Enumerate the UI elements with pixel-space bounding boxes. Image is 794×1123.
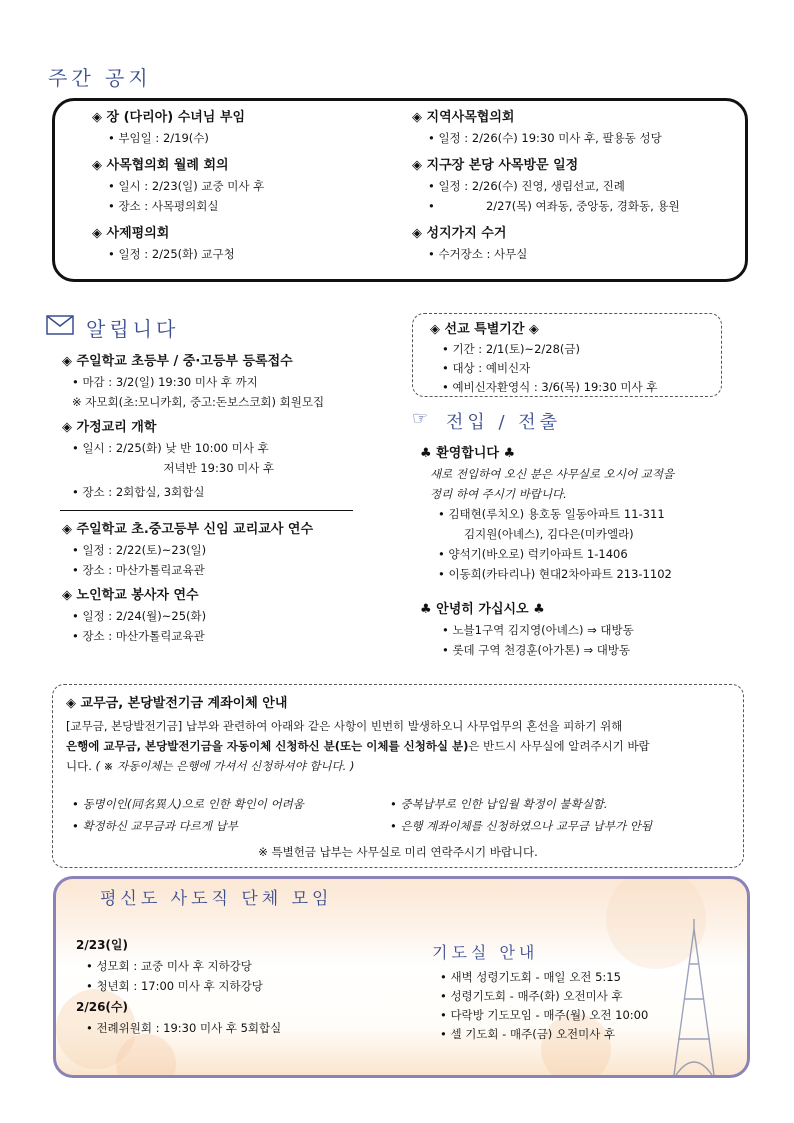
list-item: • 일정 : 2/26(수) 진영, 생림선교, 진례: [428, 179, 625, 193]
list-item: • 장소 : 2회합실, 3회합실: [72, 485, 205, 499]
list-item: • 청년회 : 17:00 미사 후 지하강당: [86, 979, 263, 993]
section-heading: ◈ 노인학교 봉사자 연수: [62, 588, 199, 603]
list-item: • 일정 : 2/26(수) 19:30 미사 후, 팔용동 성당: [428, 131, 662, 145]
auto-transfer-paragraph: [66, 716, 730, 776]
weekly-left-column: [92, 106, 402, 264]
special-offering-note: ※ 특별헌금 납부는 사무실로 미리 연락주시기 바랍니다.: [258, 845, 538, 859]
notice-column-a: [62, 350, 392, 502]
welcome-message: 정리 하여 주시기 바랍니다.: [430, 487, 567, 501]
auto-transfer-notice: [66, 692, 730, 862]
list-item: • 마감 : 3/2(일) 19:30 미사 후 까지: [72, 375, 258, 389]
weekly-right-column: [412, 106, 732, 264]
list-item: • 김태현(루치오) 용호동 일동아파트 11-311: [438, 507, 665, 521]
list-item: 저녁반 19:30 미사 후: [72, 461, 275, 475]
list-item: • 2/27(목) 여좌동, 중앙동, 경화동, 용원: [428, 199, 680, 213]
pointing-hand-icon: ☞: [412, 408, 429, 429]
list-item: • 대상 : 예비신자: [442, 361, 531, 375]
list-item: • 예비신자환영식 : 3/6(목) 19:30 미사 후: [442, 380, 658, 394]
groups-schedule: [76, 936, 376, 1038]
section-heading: ◈ 사제평의회: [92, 226, 170, 241]
welcome-heading: ♣ 환영합니다 ♣: [420, 446, 516, 461]
prayer-room-title: 기도실 안내: [432, 943, 539, 962]
transfer-title: 전입 / 전출: [446, 412, 562, 433]
list-item: • 양석기(바오로) 럭키아파트 1-1406: [438, 547, 628, 561]
list-item: • 은행 계좌이체를 신청하였으나 교무금 납부가 안됨: [390, 819, 653, 833]
section-heading: ◈ 지구장 본당 사목방문 일정: [412, 158, 579, 173]
date-heading: 2/23(일): [76, 938, 128, 952]
list-item: • 다락방 기도모임 - 매주(월) 오전 10:00: [440, 1008, 649, 1022]
notice-title: 알립니다: [86, 317, 180, 341]
list-item: • 장소 : 사목평의회실: [108, 199, 219, 213]
section-heading: ◈ 주일학교 초.중고등부 신임 교리교사 연수: [62, 522, 314, 537]
list-item: • 일정 : 2/22(토)~23(일): [72, 543, 207, 557]
section-heading: ◈ 사목협의회 월례 회의: [92, 158, 229, 173]
section-heading: ◈ 장 (다리아) 수녀님 부임: [92, 110, 246, 125]
welcome-message: 새로 전입하여 오신 분은 사무실로 오시어 교적을: [430, 467, 675, 481]
paragraph-bold-text: 은행에 교무금, 본당발전기금을 자동이체 신청하신 분(또는 이체를 신청하실 분): [66, 739, 469, 753]
section-heading: ◈ 성지가지 수거: [412, 226, 507, 241]
list-item: • 전례위원회 : 19:30 미사 후 5회합실: [86, 1021, 282, 1035]
transfer-column: [420, 442, 740, 660]
notice-column-b: [62, 518, 392, 646]
list-item: • 성령기도회 - 매주(화) 오전미사 후: [440, 989, 623, 1003]
list-item: • 일시 : 2/25(화) 낮 반 10:00 미사 후: [72, 441, 269, 455]
section-heading: ◈ 주일학교 초등부 / 중·고등부 등록접수: [62, 354, 293, 369]
groups-title: 평신도 사도직 단체 모임: [100, 889, 333, 909]
section-heading: ◈ 지역사목협의회: [412, 110, 515, 125]
list-item: • 롯데 구역 천경훈(아가톤) ⇒ 대방동: [442, 643, 631, 657]
list-item: • 동명이인(同名異人)으로 인한 확인이 어려움: [72, 797, 304, 811]
section-heading: ◈ 가정교리 개학: [62, 420, 157, 435]
list-item: • 부임일 : 2/19(수): [108, 131, 209, 145]
list-item: • 기간 : 2/1(토)~2/28(금): [442, 342, 580, 356]
weekly-title: 주간 공지: [48, 66, 152, 90]
list-item: • 확정하신 교무금과 다르게 납부: [72, 819, 238, 833]
date-heading: 2/26(수): [76, 1000, 128, 1014]
auto-transfer-heading: ◈ 교무금, 본당발전기금 계좌이체 안내: [66, 696, 288, 711]
list-item: 김지원(아녜스), 김다은(미카엘라): [464, 527, 634, 541]
envelope-icon: [46, 315, 74, 338]
list-item: • 일정 : 2/24(월)~25(화): [72, 609, 207, 623]
list-item: • 셀 기도회 - 매주(금) 오전미사 후: [440, 1027, 616, 1041]
prayer-room-list: [440, 968, 710, 1044]
list-item: • 장소 : 마산가톨릭교육관: [72, 563, 205, 577]
list-item: • 수거장소 : 사무실: [428, 247, 528, 261]
list-item: • 일정 : 2/25(화) 교구청: [108, 247, 235, 261]
divider-line: [60, 510, 353, 511]
list-item: • 이동희(카타리나) 현대2차아파트 213-1102: [438, 567, 672, 581]
list-item: • 성모회 : 교중 미사 후 지하강당: [86, 959, 252, 973]
mission-heading: ◈ 선교 특별기간 ◈: [430, 322, 539, 337]
issue-list: [66, 794, 730, 840]
farewell-heading: ♣ 안녕히 가십시오 ♣: [420, 602, 545, 617]
mission-period: [430, 318, 720, 397]
paragraph-text: 니다.: [66, 759, 92, 773]
paragraph-italic-note: ( ※ 자동이체는 은행에 가셔서 신청하셔야 합니다. ): [91, 759, 355, 773]
list-item: • 노블1구역 김지영(아녜스) ⇒ 대방동: [442, 623, 634, 637]
paragraph-text: [교무금, 본당발전기금] 납부와 관련하여 아래와 같은 사항이 빈번히 발생하오니 사무업무의 혼선을 피하기 위해: [66, 719, 623, 733]
paragraph-text: 은 반드시 사무실에 알려주시기 바랍: [468, 739, 650, 753]
list-item: ※ 자모회(초:모니카회, 중고:돈보스코회) 회원모집: [72, 395, 325, 409]
list-item: • 장소 : 마산가톨릭교육관: [72, 629, 205, 643]
list-item: • 새벽 성령기도회 - 매일 오전 5:15: [440, 970, 621, 984]
list-item: • 중복납부로 인한 납입월 확정이 불확실함.: [390, 797, 608, 811]
list-item: • 일시 : 2/23(일) 교중 미사 후: [108, 179, 265, 193]
